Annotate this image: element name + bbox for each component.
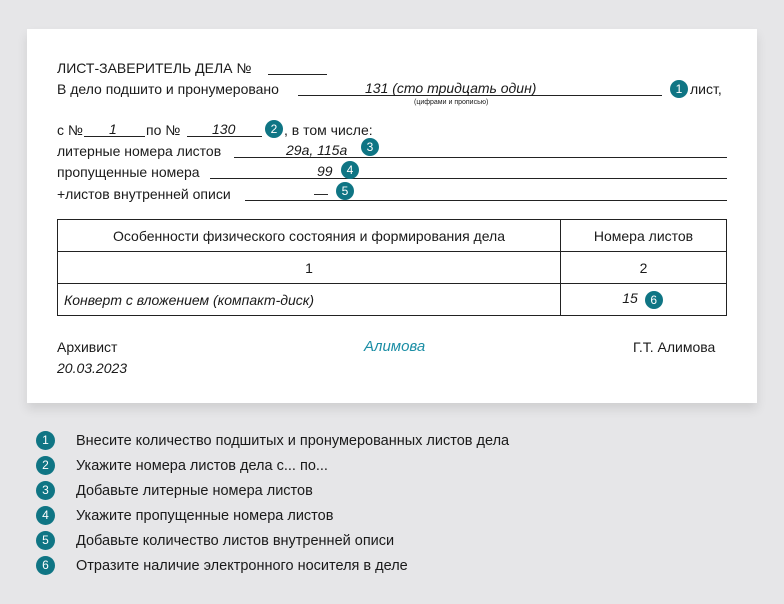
signature-name: Г.Т. Алимова: [633, 339, 716, 355]
badge-2: 2: [265, 120, 283, 138]
badge-4: 4: [341, 161, 359, 179]
badge-5: 5: [336, 182, 354, 200]
table-index-row: [58, 252, 727, 284]
signature-position: Архивист: [57, 339, 118, 355]
range-to-label: по №: [146, 122, 181, 138]
index-col-2: 2: [561, 252, 727, 284]
case-number-line: [268, 74, 327, 75]
header-sheet-numbers: Номера листов: [561, 220, 727, 252]
range-from-value: 1: [109, 121, 117, 137]
sheets-value: 15: [622, 290, 638, 307]
legend-text-4: Укажите пропущенные номера листов: [76, 508, 334, 524]
feature-cell: Конверт с вложением (компакт-диск): [58, 284, 561, 316]
legend-text-5: Добавьте количество листов внутренней описи: [76, 533, 395, 549]
index-col-1: 1: [58, 252, 561, 284]
legend-text-6: Отразите наличие электронного носителя в деле: [76, 558, 408, 574]
internal-value: —: [314, 185, 328, 201]
legend-badge-3: 3: [36, 481, 55, 500]
badge-6: 6: [645, 291, 663, 309]
handwritten-signature: Алимова: [364, 338, 426, 355]
range-from-label: с №: [57, 122, 83, 138]
badge-1: 1: [670, 80, 688, 98]
features-table: [57, 219, 727, 316]
legend-badge-4: 4: [36, 506, 55, 525]
line1-suffix: лист,: [690, 81, 722, 97]
missing-value: 99: [317, 163, 333, 179]
range-to-value: 130: [212, 121, 236, 137]
missing-label: пропущенные номера: [57, 164, 200, 180]
legend-badge-1: 1: [36, 431, 55, 450]
table-row: [58, 284, 727, 316]
literal-label: литерные номера листов: [57, 143, 222, 159]
badge-3: 3: [361, 138, 379, 156]
legend-text-2: Укажите номера листов дела с... по...: [76, 458, 328, 474]
line1-prefix: В дело подшито и пронумеровано: [57, 81, 279, 97]
legend-badge-6: 6: [36, 556, 55, 575]
legend-text-1: Внесите количество подшитых и пронумерованных листов дела: [76, 433, 510, 449]
header-features: Особенности физического состояния и формирования дела: [58, 220, 561, 252]
line1-value: 131 (сто тридцать один): [365, 80, 537, 96]
legend-badge-2: 2: [36, 456, 55, 475]
form-title: ЛИСТ-ЗАВЕРИТЕЛЬ ДЕЛА №: [57, 60, 252, 76]
legend-text-3: Добавьте литерные номера листов: [76, 483, 313, 499]
table-header-row: [58, 220, 727, 252]
line1-hint: (цифрами и прописью): [414, 99, 489, 106]
literal-value: 29а, 115а: [286, 142, 348, 158]
sheets-cell: [561, 284, 727, 316]
internal-label: +листов внутренней описи: [57, 186, 231, 202]
legend-badge-5: 5: [36, 531, 55, 550]
range-suffix: , в том числе:: [284, 122, 373, 138]
certification-sheet: [27, 29, 757, 403]
missing-line: [210, 178, 727, 179]
signature-date: 20.03.2023: [57, 360, 128, 376]
